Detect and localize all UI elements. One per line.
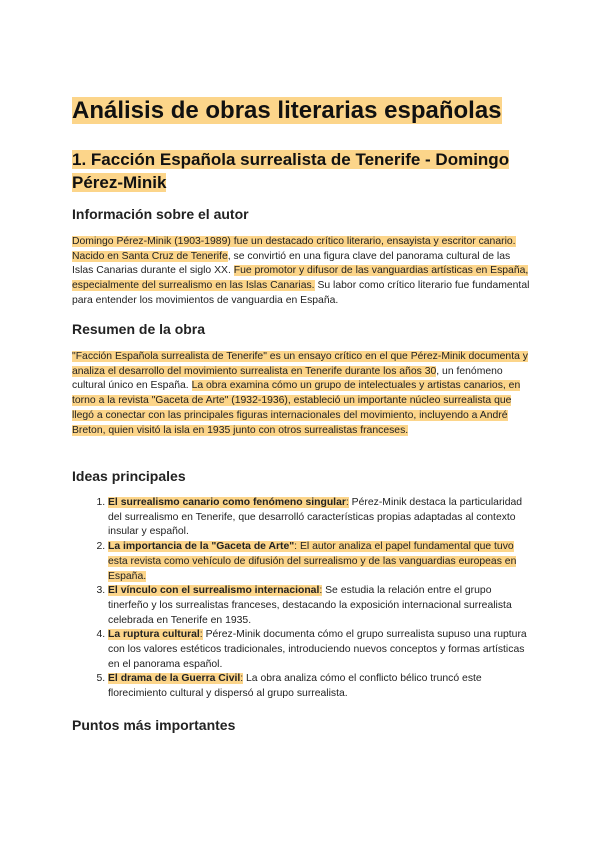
list-item: 3. El vínculo con el surrealismo internacional: Se estudia la relación entre el grupo tinerfeño y los surrealistas franceses, destacando la exposición internacional surrealista celebrada en Tenerife en 1935. — [108, 584, 532, 628]
author-paragraph: Domingo Pérez-Minik (1903-1989) fue un destacado crítico literario, ensayista y escritor canario. Nacido en Santa Cruz de Tenerife, se convirtió en una figura clave del panorama cultural de las Islas Canarias durante el siglo XX. Fue promotor y difusor de las vanguardias artísticas en España, especialmente del surrealismo en las Islas Canarias. Su labor como crítico literario fue fundamental para entender los movimientos de vanguardia en España. — [72, 236, 530, 306]
summary-paragraph: "Facción Española surrealista de Tenerife" es un ensayo crítico en el que Pérez-Minik documenta y analiza el desarrollo del movimiento surrealista en Tenerife durante los años 30, un fenómeno cultural único en España. La obra examina cómo un grupo de intelectuales y artistas canarios, en torno a la revista "Gaceta de Arte" (1932-1936), estableció un importante núcleo surrealista que llegó a conectar con las principales figuras internacionales del movimiento, incluyendo a André Breton, quien visitó la isla en 1935 junto con otros surrealistas franceses. — [72, 351, 528, 436]
list-item: 5. El drama de la Guerra Civil: La obra analiza cómo el conflicto bélico truncó este florecimiento cultural y dispersó al grupo surrealista. — [108, 672, 532, 701]
section-heading: 1. Facción Española surrealista de Tenerife - Domingo Pérez-Minik — [72, 150, 510, 192]
points-heading: Puntos más importantes — [72, 717, 236, 733]
author-heading: Información sobre el autor — [72, 206, 249, 222]
document-title: Análisis de obras literarias españolas — [72, 97, 502, 124]
list-item: 4. La ruptura cultural: Pérez-Minik documenta cómo el grupo surrealista supuso una ruptura con los valores estéticos tradicionales, introduciendo nuevos conceptos y formas artísticas en el panorama español. — [108, 628, 532, 672]
summary-heading: Resumen de la obra — [72, 321, 206, 337]
ideas-heading: Ideas principales — [72, 468, 186, 484]
list-item: 1. El surrealismo canario como fenómeno singular: Pérez-Minik destaca la particularidad del surrealismo en Tenerife, que desarrolló características propias adaptadas al contexto insular y español. — [108, 496, 532, 540]
list-item: 2. La importancia de la "Gaceta de Arte": El autor analiza el papel fundamental que tuvo esta revista como vehículo de difusión del surrealismo y de las vanguardias europeas en España. — [108, 540, 532, 584]
ideas-list — [72, 496, 532, 702]
